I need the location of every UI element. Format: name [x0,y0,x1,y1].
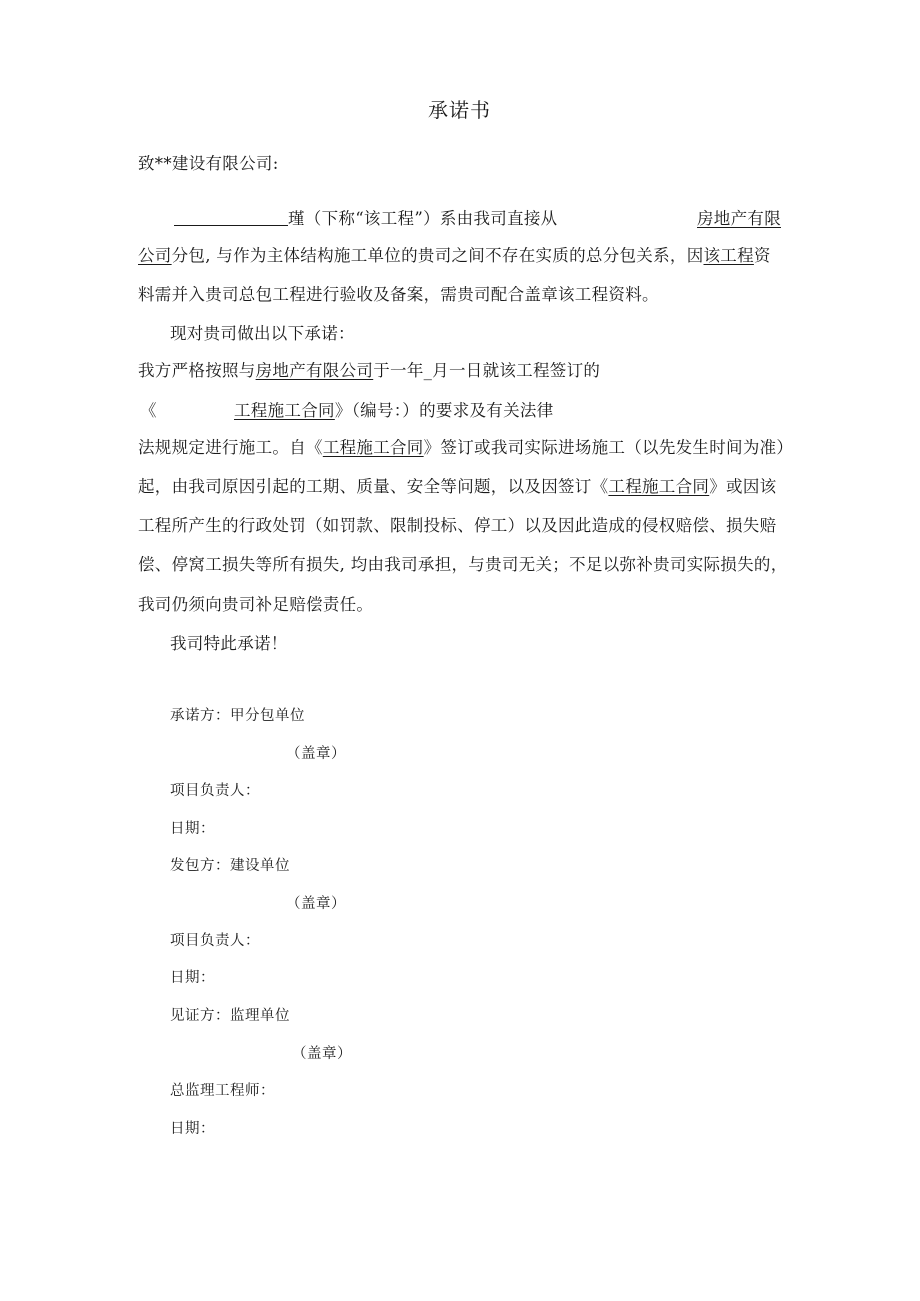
p1-line2 [138,242,771,266]
p3-contract-name-3: 工程施工合同 [608,477,710,496]
p3-line3-d: 法规规定进行施工。自《 [138,438,323,457]
p3-line2 [234,397,554,421]
date-label-1: 日期： [170,821,215,837]
p1-developer-name-part1: 房地产有限 [697,209,781,228]
p3-contract-name-2: 工程施工合同 [322,438,424,457]
p3-line7: 我司仍须向贵司补足赔偿责任。 [138,595,374,614]
p3-line4-f: 起，由我司原因引起的工期、质量、安全等问题，以及因签订《 [138,477,609,496]
p3-line1-b: 于一年_月一日就该工程签订的 [373,361,601,380]
witness-label: 见证方：监理单位 [170,1008,290,1024]
p3-developer-name: 房地产有限公司 [255,361,374,380]
p3-line2-c: 》（编号：）的要求及有关法律 [334,401,554,420]
date-label-2: 日期： [170,970,215,986]
p3-line2-open: 《 [140,401,157,420]
p1-line3: 料需并入贵司总包工程进行验收及备案，需贵司配合盖章该工程资料。 [138,285,659,304]
project-leader-label-2: 项目负责人： [170,933,260,949]
p4: 我司特此承诺！ [170,634,288,653]
p2: 现对贵司做出以下承诺： [170,324,355,343]
seal-label-2: （盖章） [286,896,346,912]
project-name-blank [174,209,288,227]
p1-project-ref: 该工程 [703,246,754,265]
p3-line3 [138,434,793,458]
p1-line1 [174,205,557,229]
contractor-label: 发包方：建设单位 [170,858,290,874]
p1-developer-name-part2: 公司 [138,246,172,265]
p3-line5: 工程所产生的行政处罚（如罚款、限制投标、停工）以及因此造成的侵权赔偿、损失赔 [138,516,777,535]
promisor-label: 承诺方：甲分包单位 [170,708,305,724]
chief-supervisor-label: 总监理工程师： [170,1083,275,1099]
seal-label-3: （盖章） [292,1046,352,1062]
document-title: 承诺书 [428,98,491,122]
p3-line4 [138,473,776,497]
p1-line2-end: 资 [753,246,771,265]
seal-label-1: （盖章） [286,746,346,762]
p1-line1-text: 瑾（下称“该工程”）系由我司直接从 [288,209,558,228]
p3-contract-name: 工程施工合同 [234,401,335,420]
p3-line3-e: 》签订或我司实际进场施工（以先发生时间为准） [423,438,794,457]
p3-line1 [138,357,600,381]
date-label-3: 日期： [170,1121,215,1137]
p3-line1-a: 我方严格按照与 [138,361,256,380]
p3-line6: 偿、停窝工损失等所有损失, 均由我司承担，与贵司无关；不足以弥补贵司实际损失的， [138,555,788,574]
p3-line4-g: 》或因该 [709,477,777,496]
p1-line2-text: 分包, 与作为主体结构施工单位的贵司之间不存在实质的总分包关系，因 [171,246,704,265]
addressee: 致**建设有限公司: [138,154,279,173]
project-leader-label-1: 项目负责人： [170,783,260,799]
